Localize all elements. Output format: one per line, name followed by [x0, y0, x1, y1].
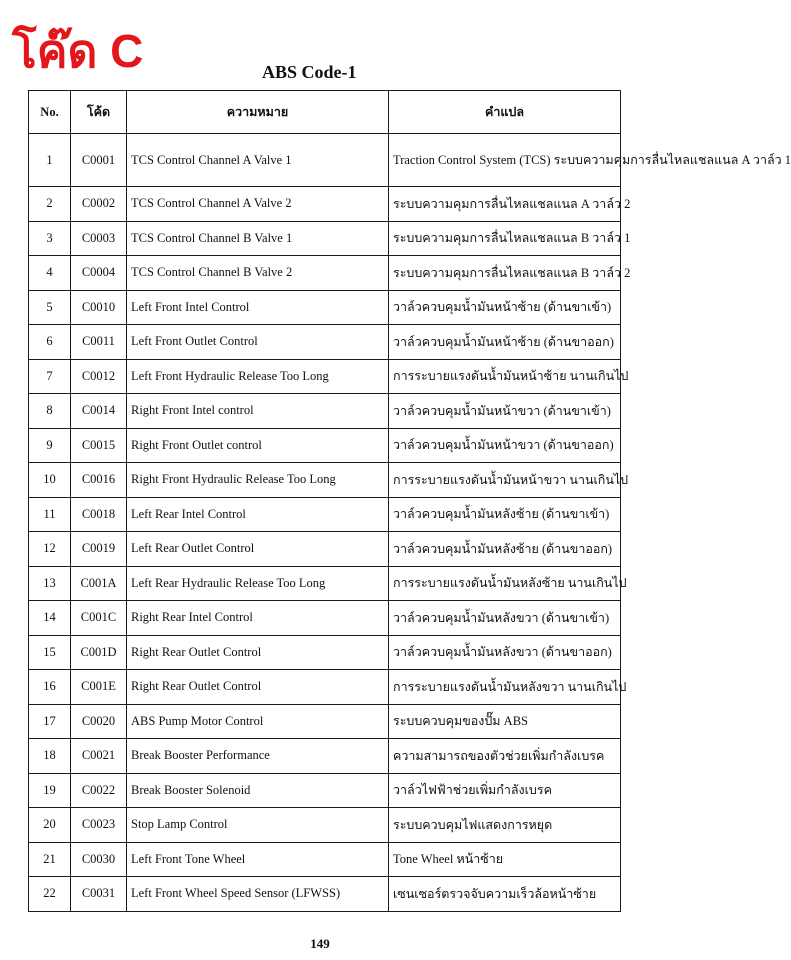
table-row	[29, 566, 621, 601]
cell-meaning: TCS Control Channel B Valve 2	[127, 256, 389, 291]
cell-translation: การระบายแรงดันน้ำมันหน้าซ้าย นานเกินไป	[389, 359, 621, 394]
cell-code: C0004	[71, 256, 127, 291]
cell-no: 13	[29, 566, 71, 601]
cell-no: 18	[29, 739, 71, 774]
cell-meaning: Left Front Hydraulic Release Too Long	[127, 359, 389, 394]
cell-no: 11	[29, 497, 71, 532]
table-row	[29, 497, 621, 532]
cell-meaning: Left Front Wheel Speed Sensor (LFWSS)	[127, 877, 389, 912]
cell-meaning: Right Rear Outlet Control	[127, 670, 389, 705]
cell-meaning: Right Front Outlet control	[127, 428, 389, 463]
cell-code: C0015	[71, 428, 127, 463]
cell-no: 7	[29, 359, 71, 394]
cell-no: 12	[29, 532, 71, 567]
cell-translation: วาล์วควบคุมน้ำมันหลังซ้าย (ด้านขาเข้า)	[389, 497, 621, 532]
cell-translation: ระบบควบคุมไฟแสดงการหยุด	[389, 808, 621, 843]
cell-translation: การระบายแรงดันน้ำมันหลังขวา นานเกินไป	[389, 670, 621, 705]
cell-meaning: Break Booster Performance	[127, 739, 389, 774]
column-header-code: โค้ด	[71, 91, 127, 134]
abs-code-table	[28, 90, 791, 912]
cell-code: C0031	[71, 877, 127, 912]
table-row	[29, 394, 621, 429]
table-row	[29, 773, 621, 808]
cell-no: 21	[29, 842, 71, 877]
table-row	[29, 256, 621, 291]
cell-no: 19	[29, 773, 71, 808]
cell-translation: วาล์วควบคุมน้ำมันหน้าซ้าย (ด้านขาเข้า)	[389, 290, 621, 325]
cell-meaning: Left Front Outlet Control	[127, 325, 389, 360]
cell-no: 15	[29, 635, 71, 670]
column-header-translation: คำแปล	[389, 91, 621, 134]
table-row	[29, 187, 621, 222]
cell-code: C0020	[71, 704, 127, 739]
cell-meaning: Stop Lamp Control	[127, 808, 389, 843]
cell-translation: Tone Wheel หน้าซ้าย	[389, 842, 621, 877]
cell-code: C0002	[71, 187, 127, 222]
cell-translation: วาล์วควบคุมน้ำมันหลังขวา (ด้านขาออก)	[389, 635, 621, 670]
cell-code: C001E	[71, 670, 127, 705]
table-row	[29, 221, 621, 256]
cell-code: C0022	[71, 773, 127, 808]
cell-translation: ระบบความคุมการลื่นไหลแชลแนล B วาล์ว 1	[389, 221, 621, 256]
cell-no: 16	[29, 670, 71, 705]
cell-code: C0016	[71, 463, 127, 498]
cell-code: C0012	[71, 359, 127, 394]
table-row	[29, 325, 621, 360]
column-header-meaning: ความหมาย	[127, 91, 389, 134]
cell-meaning: Left Rear Intel Control	[127, 497, 389, 532]
cell-translation: วาล์วควบคุมน้ำมันหน้าขวา (ด้านขาเข้า)	[389, 394, 621, 429]
cell-code: C0003	[71, 221, 127, 256]
cell-no: 20	[29, 808, 71, 843]
cell-meaning: Right Rear Intel Control	[127, 601, 389, 636]
cell-translation: การระบายแรงดันน้ำมันหน้าขวา นานเกินไป	[389, 463, 621, 498]
cell-meaning: Right Front Hydraulic Release Too Long	[127, 463, 389, 498]
table-row	[29, 739, 621, 774]
table-row	[29, 635, 621, 670]
cell-translation: ระบบความคุมการลื่นไหลแชลแนล A วาล์ว 2	[389, 187, 621, 222]
table-row	[29, 877, 621, 912]
cell-code: C0011	[71, 325, 127, 360]
cell-meaning: Break Booster Solenoid	[127, 773, 389, 808]
cell-no: 1	[29, 134, 71, 187]
cell-meaning: TCS Control Channel A Valve 2	[127, 187, 389, 222]
cell-code: C0030	[71, 842, 127, 877]
cell-meaning: Left Front Intel Control	[127, 290, 389, 325]
cell-translation: วาล์วควบคุมน้ำมันหน้าขวา (ด้านขาออก)	[389, 428, 621, 463]
cell-meaning: Left Rear Outlet Control	[127, 532, 389, 567]
cell-code: C001C	[71, 601, 127, 636]
cell-code: C0021	[71, 739, 127, 774]
cell-meaning: TCS Control Channel A Valve 1	[127, 134, 389, 187]
cell-no: 2	[29, 187, 71, 222]
cell-code: C0010	[71, 290, 127, 325]
table-row	[29, 808, 621, 843]
cell-meaning: ABS Pump Motor Control	[127, 704, 389, 739]
cell-code: C001A	[71, 566, 127, 601]
cell-no: 17	[29, 704, 71, 739]
cell-translation: ความสามารถของตัวช่วยเพิ่มกำลังเบรค	[389, 739, 621, 774]
table-row	[29, 601, 621, 636]
cell-code: C0018	[71, 497, 127, 532]
cell-no: 14	[29, 601, 71, 636]
cell-translation: ระบบควบคุมของปั๊ม ABS	[389, 704, 621, 739]
cell-no: 4	[29, 256, 71, 291]
cell-meaning: Left Rear Hydraulic Release Too Long	[127, 566, 389, 601]
table-row	[29, 428, 621, 463]
cell-translation: เซนเซอร์ตรวจจับความเร็วล้อหน้าซ้าย	[389, 877, 621, 912]
cell-no: 3	[29, 221, 71, 256]
cell-no: 5	[29, 290, 71, 325]
cell-code: C0023	[71, 808, 127, 843]
table-row	[29, 134, 621, 187]
table-header-row	[29, 91, 621, 134]
cell-translation: Traction Control System (TCS) ระบบความคุมการลื่นไหลแชลแนล A วาล์ว 1	[389, 134, 621, 187]
cell-code: C001D	[71, 635, 127, 670]
cell-code: C0014	[71, 394, 127, 429]
cell-no: 6	[29, 325, 71, 360]
page-number: 149	[310, 936, 330, 951]
cell-translation: วาล์วควบคุมน้ำมันหน้าซ้าย (ด้านขาออก)	[389, 325, 621, 360]
cell-no: 10	[29, 463, 71, 498]
table-row	[29, 532, 621, 567]
brand-logo-text: โค๊ด C	[12, 25, 144, 77]
cell-translation: วาล์วไฟฟ้าช่วยเพิ่มกำลังเบรค	[389, 773, 621, 808]
cell-translation: วาล์วควบคุมน้ำมันหลังขวา (ด้านขาเข้า)	[389, 601, 621, 636]
table-row	[29, 704, 621, 739]
cell-code: C0001	[71, 134, 127, 187]
table-row	[29, 842, 621, 877]
cell-meaning: Right Rear Outlet Control	[127, 635, 389, 670]
cell-translation: ระบบความคุมการลื่นไหลแชลแนล B วาล์ว 2	[389, 256, 621, 291]
cell-no: 22	[29, 877, 71, 912]
table-row	[29, 463, 621, 498]
cell-no: 9	[29, 428, 71, 463]
cell-translation: วาล์วควบคุมน้ำมันหลังซ้าย (ด้านขาออก)	[389, 532, 621, 567]
table-row	[29, 359, 621, 394]
cell-no: 8	[29, 394, 71, 429]
document-title: ABS Code-1	[262, 62, 357, 82]
cell-code: C0019	[71, 532, 127, 567]
cell-meaning: TCS Control Channel B Valve 1	[127, 221, 389, 256]
table-row	[29, 290, 621, 325]
cell-meaning: Right Front Intel control	[127, 394, 389, 429]
cell-meaning: Left Front Tone Wheel	[127, 842, 389, 877]
cell-translation: การระบายแรงดันน้ำมันหลังซ้าย นานเกินไป	[389, 566, 621, 601]
column-header-no: No.	[29, 91, 71, 134]
table-row	[29, 670, 621, 705]
